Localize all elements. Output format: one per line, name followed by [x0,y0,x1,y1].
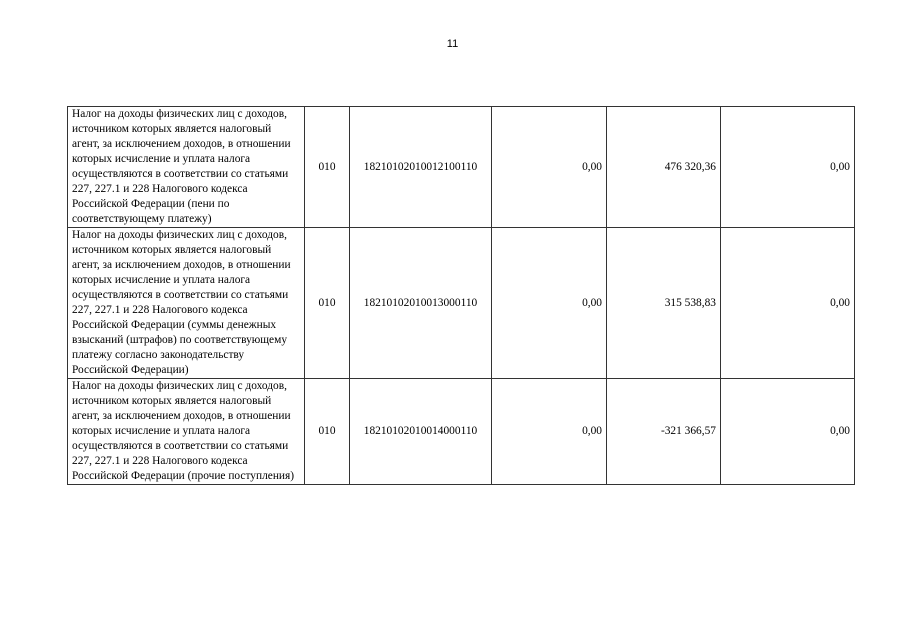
budget-code-cell: 18210102010014000110 [350,379,492,485]
amount-cell: 0,00 [492,228,607,379]
budget-code-cell: 18210102010013000110 [350,228,492,379]
page-number: 11 [446,38,459,50]
table-row [68,107,855,228]
line-code-cell: 010 [305,228,350,379]
income-table [67,106,855,485]
amount-cell: 0,00 [721,228,855,379]
income-name-cell: Налог на доходы физических лиц с доходов, источником которых является налоговый агент, за исключением доходов, в отношении которых исчисление и уплата налога осуществляются в соответствии со статьями 227, 227.1 и 228 Налогового кодекса Российской Федерации (прочие поступления) [68,379,305,485]
amount-cell: -321 366,57 [607,379,721,485]
line-code-cell: 010 [305,107,350,228]
table-row [68,228,855,379]
income-name-cell: Налог на доходы физических лиц с доходов, источником которых является налоговый агент, за исключением доходов, в отношении которых исчисление и уплата налога осуществляются в соответствии со статьями 227, 227.1 и 228 Налогового кодекса Российской Федерации (пени по соответствующему платежу) [68,107,305,228]
table-row [68,379,855,485]
amount-cell: 476 320,36 [607,107,721,228]
line-code-cell: 010 [305,379,350,485]
amount-cell: 0,00 [492,107,607,228]
budget-code-cell: 18210102010012100110 [350,107,492,228]
amount-cell: 0,00 [721,107,855,228]
amount-cell: 0,00 [492,379,607,485]
amount-cell: 0,00 [721,379,855,485]
income-name-cell: Налог на доходы физических лиц с доходов, источником которых является налоговый агент, за исключением доходов, в отношении которых исчисление и уплата налога осуществляются в соответствии со статьями 227, 227.1 и 228 Налогового кодекса Российской Федерации (суммы денежных взысканий (штрафов) по соответствующему платежу согласно законодательству Российской Федерации) [68,228,305,379]
amount-cell: 315 538,83 [607,228,721,379]
